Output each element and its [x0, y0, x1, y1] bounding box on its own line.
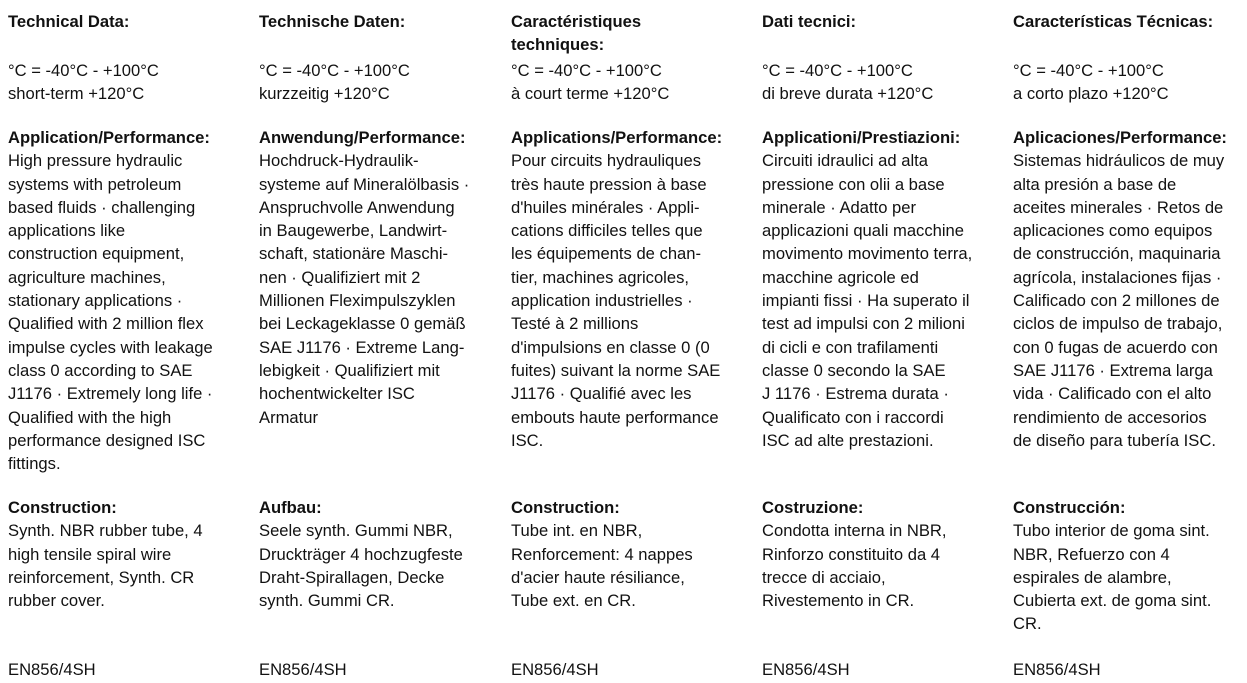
- application-text-line: d'impulsions en classe 0 (0: [511, 337, 710, 357]
- application-text-line: ISC.: [511, 430, 544, 450]
- application-text-line: applications like: [8, 221, 126, 241]
- construction-section: [762, 496, 998, 612]
- application-text-line: SAE J1176 · Extreme Lang-: [259, 337, 465, 357]
- application-text-line: Hochdruck-Hydraulik-: [259, 151, 419, 171]
- application-section: [8, 126, 244, 475]
- construction-text-line: reinforcement, Synth. CR: [8, 567, 195, 587]
- application-text-line: test ad impulsi con 2 milioni: [762, 314, 965, 334]
- application-text-line: de diseño para tubería ISC.: [1013, 430, 1216, 450]
- construction-section: [1013, 496, 1247, 636]
- application-text-line: Circuiti idraulici ad alta: [762, 151, 929, 171]
- construction-text-line: Renforcement: 4 nappes: [511, 544, 693, 564]
- application-text-line: nen · Qualifiziert mit 2: [259, 267, 421, 287]
- application-text-line: bei Leckageklasse 0 gemäß: [259, 314, 466, 334]
- construction-text-line: d'acier haute résiliance,: [511, 567, 685, 587]
- application-text-line: con 0 fugas de acuerdo con: [1013, 337, 1218, 357]
- section-heading: [1013, 10, 1247, 33]
- application-text-line: pressione con olii a base: [762, 174, 945, 194]
- application-text-line: agriculture machines,: [8, 267, 166, 287]
- application-section: [762, 126, 998, 452]
- construction-text-line: Tubo interior de goma sint.: [1013, 521, 1210, 541]
- application-text-line: rendimiento de accesorios: [1013, 407, 1207, 427]
- temperature-range: [1013, 59, 1247, 106]
- construction-text-line: Seele synth. Gummi NBR,: [259, 521, 453, 541]
- temperature-range: [259, 59, 495, 106]
- construction-label: Aufbau:: [259, 498, 322, 517]
- application-label: Applications/Performance:: [511, 128, 723, 147]
- application-text-line: High pressure hydraulic: [8, 151, 183, 171]
- application-text-line: class 0 according to SAE: [8, 360, 193, 380]
- construction-section: [259, 496, 495, 612]
- construction-text-line: Tube int. en NBR,: [511, 521, 643, 541]
- application-label: Anwendung/Performance:: [259, 128, 466, 147]
- application-section: [1013, 126, 1247, 452]
- application-label: Application/Performance:: [8, 128, 210, 147]
- construction-text-line: Tube ext. en CR.: [511, 591, 636, 611]
- application-text-line: cations difficiles telles que: [511, 221, 703, 241]
- application-text-line: schaft, stationäre Maschi-: [259, 244, 449, 264]
- application-text-line: Sistemas hidráulicos de muy: [1013, 151, 1225, 171]
- application-text-line: systems with petroleum: [8, 174, 182, 194]
- construction-text-line: CR.: [1013, 614, 1042, 634]
- construction-text-line: Druckträger 4 hochzugfeste: [259, 544, 463, 564]
- temperature-line: short-term +120°C: [8, 84, 145, 104]
- application-text-line: SAE J1176 · Extrema larga: [1013, 360, 1213, 380]
- application-text-line: aceites minerales · Retos de: [1013, 197, 1224, 217]
- construction-text-line: rubber cover.: [8, 591, 105, 611]
- heading-line: Dati tecnici:: [762, 12, 857, 31]
- construction-section: [8, 496, 244, 612]
- temperature-range: [511, 59, 747, 106]
- application-text-line: Pour circuits hydrauliques: [511, 151, 701, 171]
- application-text-line: Qualificato con i raccordi: [762, 407, 944, 427]
- application-text-line: J1176 · Extremely long life ·: [8, 384, 213, 404]
- application-section: [259, 126, 495, 429]
- standard-code: EN856/4SH: [259, 660, 347, 679]
- application-section: [511, 126, 747, 452]
- standard-code: EN856/4SH: [8, 660, 96, 679]
- temperature-line: °C = -40°C - +100°C: [1013, 61, 1164, 80]
- application-text-line: ciclos de impulso de trabajo,: [1013, 314, 1223, 334]
- application-text-line: embouts haute performance: [511, 407, 719, 427]
- heading-line: Caractéristiques: [511, 12, 642, 31]
- section-heading: [8, 10, 244, 33]
- application-text-line: les équipements de chan-: [511, 244, 702, 264]
- heading-line: Technische Daten:: [259, 12, 406, 31]
- application-text-line: stationary applications ·: [8, 291, 183, 311]
- temperature-line: °C = -40°C - +100°C: [8, 61, 159, 80]
- application-text-line: lebigkeit · Qualifiziert mit: [259, 360, 440, 380]
- application-text-line: di cicli e con trafilamenti: [762, 337, 939, 357]
- construction-text-line: trecce di acciaio,: [762, 567, 886, 587]
- application-text-line: J1176 · Qualifié avec les: [511, 384, 692, 404]
- application-label: Aplicaciones/Performance:: [1013, 128, 1227, 147]
- heading-line: Características Técnicas:: [1013, 12, 1214, 31]
- application-text-line: Millionen Fleximpulszyklen: [259, 291, 456, 311]
- section-heading: [511, 10, 747, 57]
- application-text-line: très haute pression à base: [511, 174, 707, 194]
- application-text-line: Testé à 2 millions: [511, 314, 639, 334]
- application-text-line: construction equipment,: [8, 244, 185, 264]
- temperature-line: kurzzeitig +120°C: [259, 84, 390, 104]
- application-text-line: alta presión a base de: [1013, 174, 1177, 194]
- temperature-line: di breve durata +120°C: [762, 84, 934, 104]
- construction-label: Costruzione:: [762, 498, 864, 517]
- construction-text-line: Cubierta ext. de goma sint.: [1013, 591, 1212, 611]
- application-text-line: ISC ad alte prestazioni.: [762, 430, 934, 450]
- application-text-line: in Baugewerbe, Landwirt-: [259, 221, 448, 241]
- application-text-line: hochentwickelter ISC: [259, 384, 415, 404]
- application-text-line: Qualified with the high: [8, 407, 172, 427]
- application-text-line: tier, machines agricoles,: [511, 267, 690, 287]
- construction-text-line: Rivestemento in CR.: [762, 591, 915, 611]
- construction-label: Construction:: [511, 498, 620, 517]
- temperature-line: °C = -40°C - +100°C: [259, 61, 410, 80]
- application-text-line: Calificado con 2 millones de: [1013, 291, 1220, 311]
- standard-code: EN856/4SH: [511, 660, 599, 679]
- application-text-line: minerale · Adatto per: [762, 197, 917, 217]
- application-text-line: applicazioni quali macchine: [762, 221, 965, 241]
- section-heading: [259, 10, 495, 33]
- application-text-line: aplicaciones como equipos: [1013, 221, 1213, 241]
- construction-text-line: synth. Gummi CR.: [259, 591, 395, 611]
- standard-code: EN856/4SH: [762, 660, 850, 679]
- application-text-line: d'huiles minérales · Appli-: [511, 197, 700, 217]
- heading-line: Technical Data:: [8, 12, 130, 31]
- construction-section: [511, 496, 747, 612]
- temperature-range: [8, 59, 244, 106]
- heading-line: techniques:: [511, 35, 605, 55]
- construction-text-line: Draht-Spirallagen, Decke: [259, 567, 445, 587]
- application-text-line: impulse cycles with leakage: [8, 337, 213, 357]
- temperature-line: a corto plazo +120°C: [1013, 84, 1169, 104]
- application-text-line: application industrielles ·: [511, 291, 693, 311]
- application-text-line: systeme auf Mineralölbasis ·: [259, 174, 470, 194]
- application-text-line: movimento movimento terra,: [762, 244, 973, 264]
- construction-label: Construcción:: [1013, 498, 1126, 517]
- application-text-line: Qualified with 2 million flex: [8, 314, 204, 334]
- application-text-line: J 1176 · Estrema durata ·: [762, 384, 949, 404]
- standard-code: EN856/4SH: [1013, 660, 1101, 679]
- construction-text-line: high tensile spiral wire: [8, 544, 172, 564]
- application-text-line: Armatur: [259, 407, 319, 427]
- construction-text-line: espirales de alambre,: [1013, 567, 1172, 587]
- temperature-range: [762, 59, 998, 106]
- application-text-line: classe 0 secondo la SAE: [762, 360, 946, 380]
- construction-label: Construction:: [8, 498, 117, 517]
- construction-text-line: NBR, Refuerzo con 4: [1013, 544, 1170, 564]
- application-text-line: de construcción, maquinaria: [1013, 244, 1221, 264]
- application-text-line: impianti fissi · Ha superato il: [762, 291, 970, 311]
- section-heading: [762, 10, 998, 33]
- application-text-line: performance designed ISC: [8, 430, 206, 450]
- application-label: Applicationi/Prestiazioni:: [762, 128, 961, 147]
- application-text-line: Anspruchvolle Anwendung: [259, 197, 455, 217]
- temperature-line: à court terme +120°C: [511, 84, 670, 104]
- application-text-line: macchine agricole ed: [762, 267, 919, 287]
- construction-text-line: Rinforzo constituito da 4: [762, 544, 941, 564]
- construction-text-line: Synth. NBR rubber tube, 4: [8, 521, 203, 541]
- application-text-line: fuites) suivant la norme SAE: [511, 360, 721, 380]
- temperature-line: °C = -40°C - +100°C: [511, 61, 662, 80]
- application-text-line: vida · Calificado con el alto: [1013, 384, 1212, 404]
- construction-text-line: Condotta interna in NBR,: [762, 521, 947, 541]
- application-text-line: fittings.: [8, 454, 61, 474]
- application-text-line: agrícola, instalaciones fijas ·: [1013, 267, 1222, 287]
- application-text-line: based fluids · challenging: [8, 197, 196, 217]
- temperature-line: °C = -40°C - +100°C: [762, 61, 913, 80]
